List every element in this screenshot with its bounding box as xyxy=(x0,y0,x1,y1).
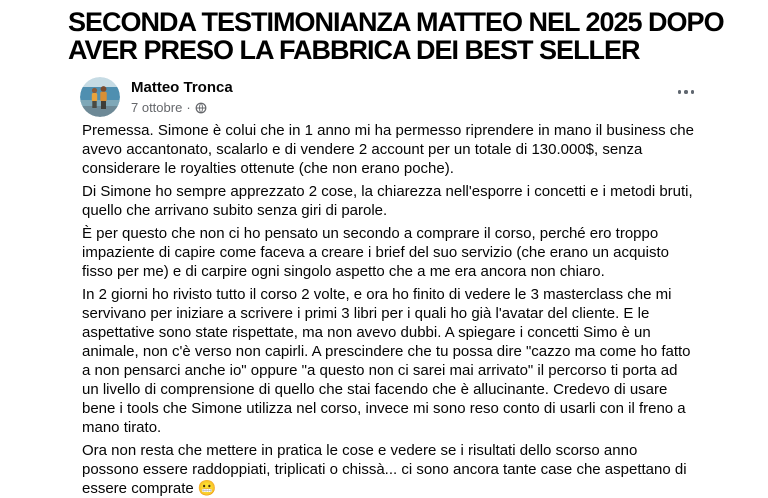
facebook-post xyxy=(80,77,712,498)
post-paragraph: Premessa. Simone è colui che in 1 anno mi ha permesso riprendere in mano il business che avevo accantonato, scalarlo e di vendere 2 account per un totale di 130.000$, senza considerare le royalties ottenute (che non erano poche). xyxy=(82,122,694,177)
post-date: 7 ottobre xyxy=(131,100,183,115)
author-name[interactable]: Matteo Tronca xyxy=(131,79,233,96)
beach-photo-icon xyxy=(80,104,120,117)
post-header-text xyxy=(131,77,233,116)
meta-separator: · xyxy=(186,100,191,115)
post-body xyxy=(82,121,694,498)
post-options-button[interactable] xyxy=(674,86,699,98)
post-paragraph: Di Simone ho sempre apprezzato 2 cose, la chiarezza nell'esporre i concetti e i metodi bruti, quello che arrivano subito senza giri di parole. xyxy=(82,183,693,219)
globe-icon xyxy=(195,102,207,114)
page-title: SECONDA TESTIMONIANZA MATTEO NEL 2025 DOPO AVER PRESO LA FABBRICA DEI BEST SELLER xyxy=(68,7,724,65)
post-meta[interactable] xyxy=(131,99,233,116)
post-header xyxy=(80,77,712,117)
avatar[interactable] xyxy=(80,77,120,117)
post-paragraph: Ora non resta che mettere in pratica le cose e vedere se i risultati dello scorso anno possono essere raddoppiati, triplicati o chissà... ci sono ancora tante case che aspettano di essere comprate 😬 xyxy=(82,442,687,497)
post-paragraph: È per questo che non ci ho pensato un secondo a comprare il corso, perché ero troppo impaziente di capire come faceva a creare i brief del suo servizio (che erano un acquisto fisso per me) e di carpire ogni singolo aspetto che a me era ancora non chiaro. xyxy=(82,225,669,280)
ellipsis-icon xyxy=(678,90,682,94)
post-paragraph: In 2 giorni ho rivisto tutto il corso 2 volte, e ora ho finito di vedere le 3 masterclass che mi servivano per iniziare a scrivere i primi 3 libri per i quali ho già l'avatar del cliente. E le aspettative sono state rispettate, ma non avevo dubbi. A spiegare i concetti Simo è un animale, non c'è verso non capirli. A prescindere che tu possa dire "cazzo ma come ho fatto a non pensarci anche io" oppure "a questo non ci sarei mai arrivato" il percorso ti porta ad un livello di comprensione di quello che stai facendo che è allucinante. Credevo di usare bene i tools che Simone utilizza nel corso, invece mi sono reso conto di usarli con il freno a mano tirato. xyxy=(82,286,691,436)
